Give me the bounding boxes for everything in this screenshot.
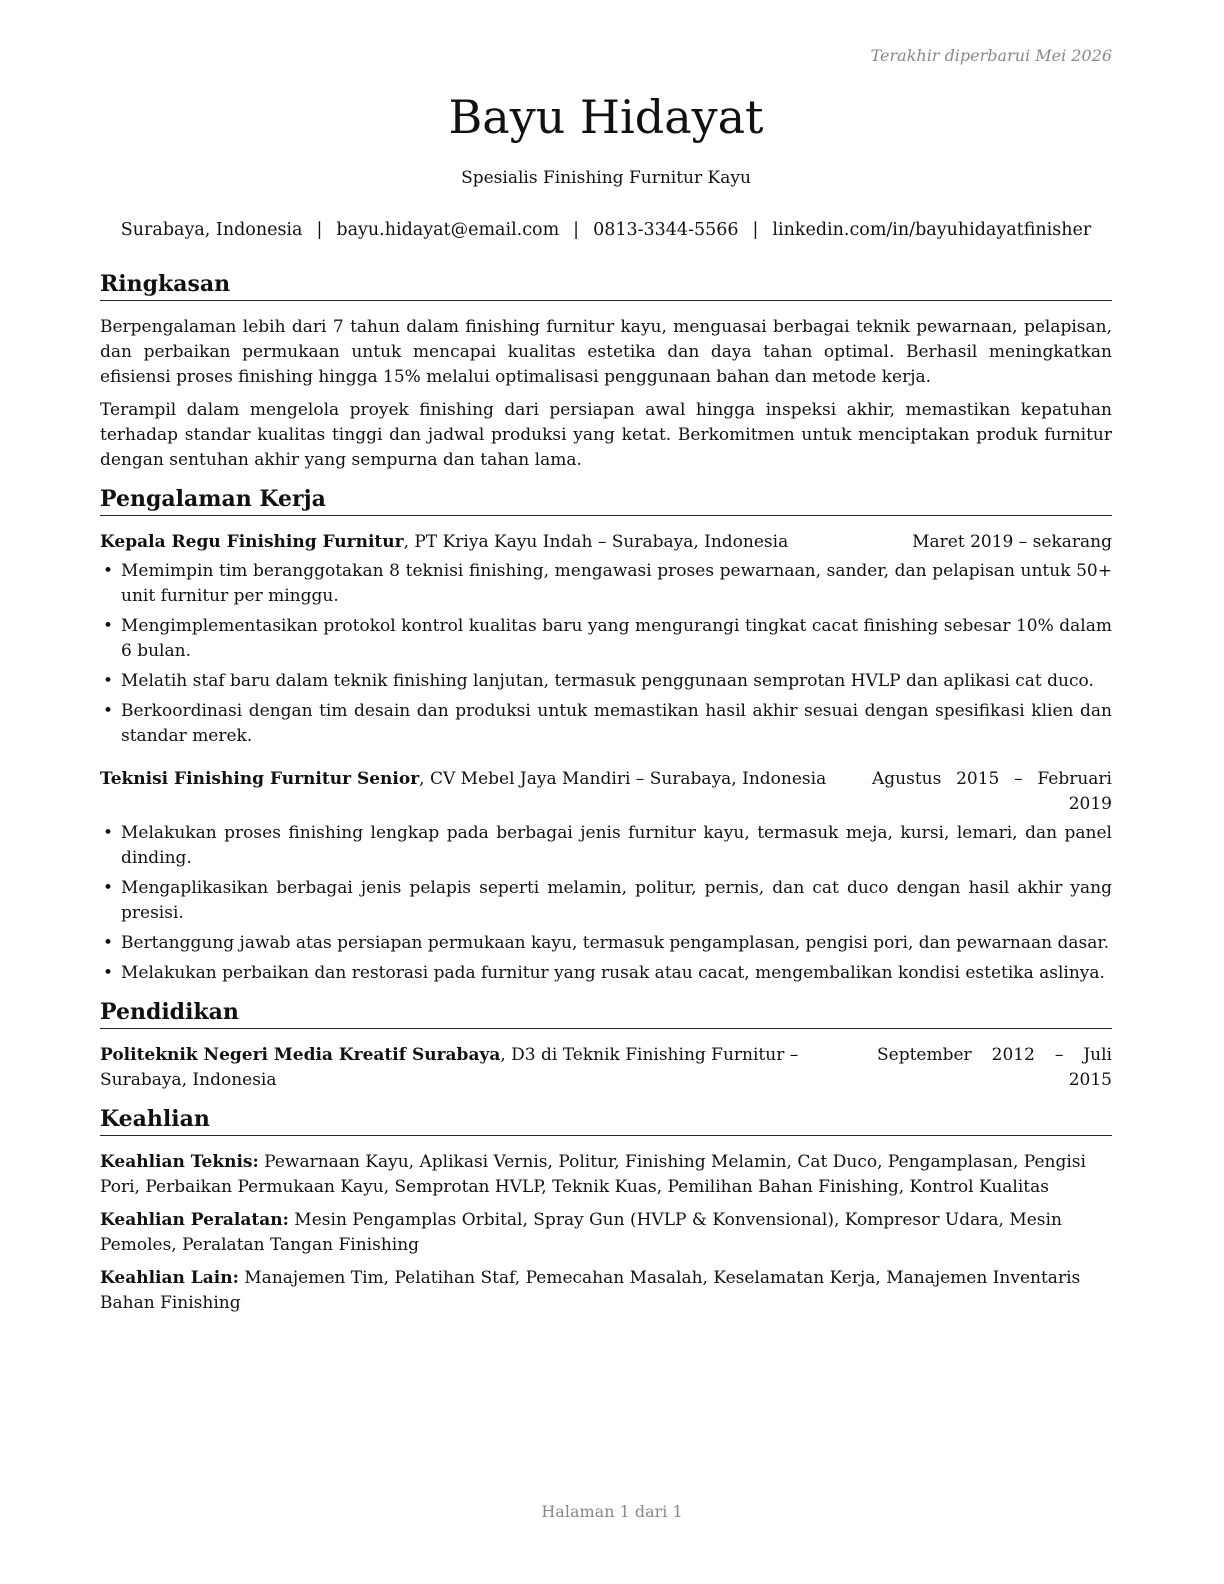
list-item: • Bertanggung jawab atas persiapan permukaan kayu, termasuk pengamplasan, pengisi pori, dan pewarnaan dasar.: [100, 931, 1112, 956]
section-heading: Pengalaman Kerja: [100, 485, 1112, 516]
education-dates: September 2012 – Juli 2015: [877, 1045, 1112, 1090]
job-bullets: [100, 559, 1112, 749]
job-entry: [100, 530, 1112, 749]
job-bullets: [100, 821, 1112, 986]
list-item: • Melakukan perbaikan dan restorasi pada furnitur yang rusak atau cacat, mengembalikan kondisi estetika aslinya.: [100, 961, 1112, 986]
contact-separator: |: [316, 220, 323, 240]
job-company: , PT Kriya Kayu Indah – Surabaya, Indonesia: [403, 532, 789, 552]
list-item: • Mengimplementasikan protokol kontrol kualitas baru yang mengurangi tingkat cacat finishing sebesar 10% dalam 6 bulan.: [100, 614, 1112, 664]
skill-list: Mesin Pengamplas Orbital, Spray Gun (HVLP & Konvensional), Kompresor Udara, Mesin Pemoles, Peralatan Tangan Finishing: [100, 1210, 1062, 1255]
summary-section: [100, 270, 1112, 473]
page-number: Halaman 1 dari 1: [541, 1502, 683, 1521]
skill-label: Keahlian Teknis:: [100, 1152, 259, 1172]
job-company: , CV Mebel Jaya Mandiri – Surabaya, Indonesia: [419, 769, 827, 789]
job-dates: Agustus 2015 – Februari 2019: [872, 769, 1112, 814]
skill-label: Keahlian Lain:: [100, 1268, 239, 1288]
contact-line: [100, 220, 1112, 240]
job-role: Kepala Regu Finishing Furnitur: [100, 532, 404, 552]
job-title-line: [100, 530, 912, 555]
job-header: [100, 767, 1112, 817]
job-role: Teknisi Finishing Furnitur Senior: [100, 769, 420, 789]
school-name: Politeknik Negeri Media Kreatif Surabaya: [100, 1045, 501, 1065]
candidate-name: Bayu Hidayat: [448, 90, 764, 144]
contact-email[interactable]: bayu.hidayat@email.com: [336, 220, 560, 240]
contact-phone: 0813-3344-5566: [593, 220, 739, 240]
list-item: • Berkoordinasi dengan tim desain dan produksi untuk memastikan hasil akhir sesuai dengan spesifikasi klien dan standar merek.: [100, 699, 1112, 749]
summary-paragraph: Terampil dalam mengelola proyek finishing dari persiapan awal hingga inspeksi akhir, memastikan kepatuhan terhadap standar kualitas tinggi dan jadwal produksi yang ketat. Berkomitmen untuk menciptakan produk furnitur dengan sentuhan akhir yang sempurna dan tahan lama.: [100, 400, 1112, 470]
contact-location: Surabaya, Indonesia: [120, 220, 303, 240]
job-header: [100, 530, 1112, 555]
experience-section: [100, 485, 1112, 986]
job-title-line: [100, 767, 872, 792]
candidate-title: Spesialis Finishing Furnitur Kayu: [461, 168, 751, 188]
contact-linkedin[interactable]: linkedin.com/in/bayuhidayatfinisher: [772, 220, 1092, 240]
resume-body: [100, 270, 1112, 1328]
skill-list: Pewarnaan Kayu, Aplikasi Vernis, Politur, Finishing Melamin, Cat Duco, Pengamplasan, Pengisi Pori, Perbaikan Permukaan Kayu, Semprotan HVLP, Teknik Kuas, Pemilihan Bahan Finishing, Kontrol Kualitas: [100, 1152, 1086, 1197]
section-heading: Ringkasan: [100, 270, 1112, 301]
skill-group: [100, 1150, 1112, 1200]
contact-separator: |: [752, 220, 759, 240]
skill-group: [100, 1266, 1112, 1316]
degree-detail: , D3 di Teknik Finishing Furnitur – Surabaya, Indonesia: [100, 1045, 799, 1090]
skill-group: [100, 1208, 1112, 1258]
education-entry: [100, 1043, 1112, 1093]
list-item: • Melakukan proses finishing lengkap pada berbagai jenis furnitur kayu, termasuk meja, kursi, lemari, dan panel dinding.: [100, 821, 1112, 871]
summary-paragraph: Berpengalaman lebih dari 7 tahun dalam finishing furnitur kayu, menguasai berbagai teknik pewarnaan, pelapisan, dan perbaikan permukaan untuk mencapai kualitas estetika dan daya tahan optimal. Berhasil meningkatkan efisiensi proses finishing hingga 15% melalui optimalisasi penggunaan bahan dan metode kerja.: [100, 317, 1112, 387]
list-item: • Memimpin tim beranggotakan 8 teknisi finishing, mengawasi proses pewarnaan, sander, dan pelapisan untuk 50+ unit furnitur per minggu.: [100, 559, 1112, 609]
last-updated-note: Terakhir diperbarui Mei 2026: [870, 46, 1112, 65]
skill-list: Manajemen Tim, Pelatihan Staf, Pemecahan Masalah, Keselamatan Kerja, Manajemen Inventaris Bahan Finishing: [100, 1268, 1081, 1313]
job-entry: [100, 767, 1112, 986]
education-institution: [100, 1043, 875, 1093]
job-dates: Maret 2019 – sekarang: [912, 532, 1112, 552]
skills-section: [100, 1105, 1112, 1316]
section-heading: Keahlian: [100, 1105, 1112, 1136]
section-heading: Pendidikan: [100, 998, 1112, 1029]
contact-separator: |: [573, 220, 580, 240]
list-item: • Mengaplikasikan berbagai jenis pelapis seperti melamin, politur, pernis, dan cat duco dengan hasil akhir yang presisi.: [100, 876, 1112, 926]
skill-label: Keahlian Peralatan:: [100, 1210, 289, 1230]
list-item: • Melatih staf baru dalam teknik finishing lanjutan, termasuk penggunaan semprotan HVLP dan aplikasi cat duco.: [100, 669, 1112, 694]
education-section: [100, 998, 1112, 1093]
